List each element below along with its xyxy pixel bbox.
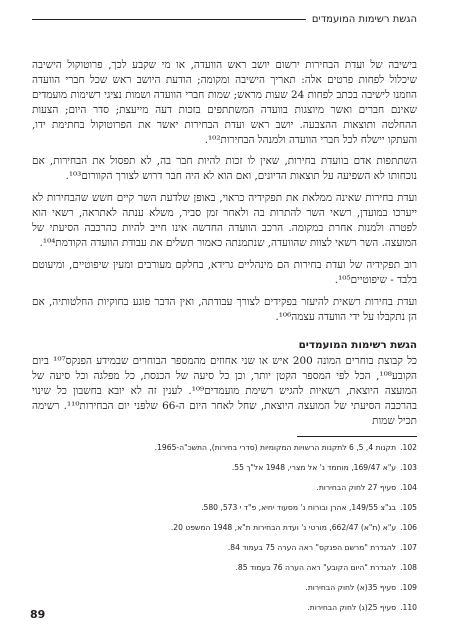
footnote-text: ע"א (ת"א) 662/47, מורטי נ' ועדת הבחירות ת"א, 1948 המשפט 20. [170, 522, 397, 532]
body-text [32, 58, 417, 621]
footnote-text: להגדרת "מרשם הפנקס" ראה הערה 75 בעמוד 84. [227, 542, 397, 552]
footnote-number: 105. [400, 502, 417, 512]
section-heading: הגשת רשימות המועמדים [298, 338, 417, 351]
footnote [32, 561, 417, 574]
footnote [32, 461, 417, 474]
footnote-number: 102. [400, 442, 417, 452]
section-paragraph: כל קבוצת בוחרים המונה 200 איש או שני אחוזים מהמספר הבוחרים שבמידע הפנקס¹⁰⁷ ביום הקובע¹⁰⁸, הכל לפי המספר הקטן יותר, וכן כל סיעה של הכנסת, כל מפלגה וכל סיעה של המועצה היוצאת, רשאיות להגיש רשימת מועמדים¹⁰⁹. לענין זה לא יובא בחשבון כל שינוי בהרכבה הסיעתי של המועצה היוצאת, שחל לאחר היום ה-66 שלפני יום הבחירות¹¹⁰. רשימה תכיל שמות [32, 355, 418, 428]
header-title: הגשת רשימות המועמדים [306, 14, 417, 26]
footnote-number: 107. [400, 542, 417, 552]
paragraph: רוב תפקידיה של ועדת בחירות הם מינהליים גרידא, בחלקם מעורבים ומעין שיפוטיים, ומיעוטם בלבד - שיפוטיים¹⁰⁵. [32, 258, 417, 286]
footnote-number: 110. [400, 602, 417, 612]
footnote-number: 106. [400, 522, 417, 532]
footnote-text: סעיף 35(א) לחוק הבחירות. [305, 582, 397, 592]
footnote-number: 103. [400, 462, 417, 472]
footnote [32, 541, 417, 554]
footnotes [32, 441, 417, 614]
footnote [32, 501, 417, 514]
page-number: 89 [30, 608, 46, 621]
footnote-rule [297, 436, 417, 437]
footnote [32, 581, 417, 594]
footnote-number: 104. [400, 482, 417, 492]
footnote-text: ע"א 169/47, מוחמד נ' אל מצרי, 1948 אל"ך 55. [231, 462, 397, 472]
footnote-number: 108. [400, 562, 417, 572]
footnote-number: 109. [400, 582, 417, 592]
footnote-text: להגדרת "היום הקובע" ראה הערה 76 בעמוד 85. [235, 562, 397, 572]
footnote-text: סעיף 25(ג) לחוק הבחירות. [307, 602, 397, 612]
paragraph: ועדת בחירות שאינה ממלאת את תפקידיה כראוי, באופן שלדעת השר קיים חשש שהבחירות לא ייערכו במועדן, רשאי השר להתרות בה ולאחר זמן סביר, משלא ענתה לאתראה, רשאי הוא לפטרה ולמנות אחרת במקומה. הרכב הוועדה החדשה אינו חייב להיות כהרכבה הסיעתי של המועצה. השר רשאי לצוות שהוועדה, שנתמנתה כאמור תשלים את עבודת הוועדה הקודמת¹⁰⁴. [32, 192, 417, 249]
footnote [32, 521, 417, 534]
running-header [32, 14, 417, 36]
footnote-text: סעיף 27 לחוק הבחירות. [316, 482, 397, 492]
footnote-text: בג"צ 149/55, אהרן ובורוח נ' מסעוד יחיא, פ"ד י 573, 580. [201, 502, 397, 512]
paragraph: השתתפות אדם בוועדת בחירות, שאין לו זכות להיות חבר בה, לא תפסול את הבחירות, אם נוכחותו לא השפיעה על תוצאות הדיונים, ואם הוא לא היה חבר דרוש לצורך הקוורום¹⁰³. [32, 155, 417, 183]
paragraph: ועדת בחירות רשאית להיעזר בפקידים לצורך עבודתה, ואין הדבר פוגע בחוקיות החלטותיה, אם הן נתקבלו על ידי הוועדה עצמה¹⁰⁶. [32, 295, 417, 323]
footnote [32, 481, 417, 494]
footnote [32, 601, 417, 614]
footnote-text: תקנות 4, 5, 6 לתקנות הרשויות המקומיות (סדרי בחירות), התשכ"ה-1965. [154, 442, 397, 452]
paragraph: בישיבה של ועדת הבחירות ירשום יושב ראש הוועדה, או מי שקבע לכך, פרוטוקול הישיבה שיכלול לפחות פרטים אלה: תאריך הישיבה ומקומה; הודעת היושב ראש שכל חברי הוועדה הוזמנו לישיבה בכתב לפחות 24 שעות מראש; שמות חברי הוועדה ושמות נציגי רשימות מועמדים שאינם חברים ואשר מיוצגות בוועדה המשתתפים בזכות דעה מייעצת; סדר היום; הצעות ההחלטה ותוצאות ההצבעה. יושב ראש ועדת הבחירות יאשר את הפרוטוקול בחתימת ידו, והעתקו יישלח לכל חברי הוועדה ולמנהל הבחירות¹⁰². [32, 59, 417, 146]
footnote [32, 441, 417, 454]
